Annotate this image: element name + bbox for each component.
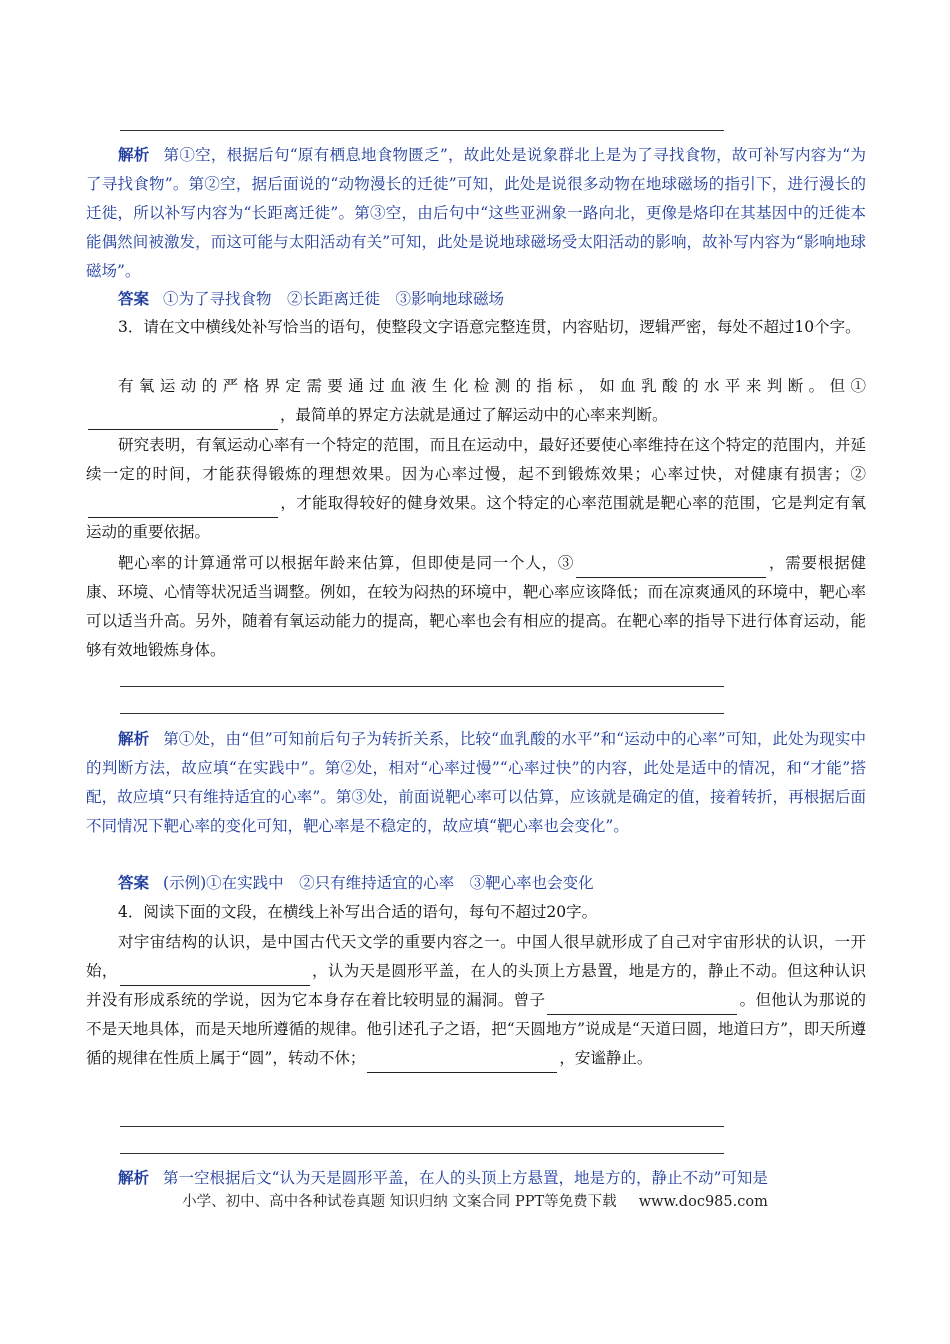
- q2-answer: [86, 284, 866, 314]
- answer-line: [120, 1153, 724, 1154]
- q3-analysis: [86, 724, 866, 869]
- answer-line: [120, 686, 724, 687]
- paragraph-text: 靶心率的计算通常可以根据年龄来估算，但即使是同一个人，③: [118, 554, 575, 572]
- paragraph-text: ，认为天是圆形平盖，在人的头顶上方悬置，地是方的，静止不动。但这种认识并没有形成系统的学说，因为它本身存在着比较明显的漏洞。曾子: [86, 962, 866, 1009]
- question-text: 3．请在文中横线处补写恰当的语句，使整段文字语意完整连贯，内容贴切，逻辑严密，每处不超过10个字。: [118, 318, 861, 336]
- q4-analysis: [86, 1163, 866, 1192]
- answer-label: 答案: [118, 289, 150, 308]
- paragraph-text: 研究表明，有氧运动心率有一个特定的范围，而且在运动中，最好还要使心率维持在这个特定的范围内，并延续一定的时间，才能获得锻炼的理想效果。因为心率过慢，起不到锻炼效果；心率过快，对健康有损害；②: [86, 436, 866, 483]
- answer-line: [120, 1126, 724, 1127]
- fill-blank-2[interactable]: [88, 501, 278, 518]
- q3-answer: [86, 868, 866, 898]
- fill-blank-2[interactable]: [547, 998, 737, 1015]
- analysis-text: 第①处，由“但”可知前后句子为转折关系，比较“血乳酸的水平”和“运动中的心率”可知，此处为现实中的判断方法，故应填“在实践中”。第②处，相对“心率过慢”“心率过快”的内容，此处是适中的情况，和“才能”搭配，故应填“只有维持适宜的心率”。第③处，前面说靶心率可以估算，应该就是确定的值，接着转折，再根据后面不同情况下靶心率的变化可知，靶心率是不稳定的，故应填“靶心率也会变化”。: [86, 730, 866, 835]
- q3-paragraph-3: [86, 549, 866, 665]
- fill-blank-3[interactable]: [576, 561, 766, 578]
- footer-text: 小学、初中、高中各种试卷真题 知识归纳 文案合同 PPT等免费下载: [182, 1194, 617, 1210]
- analysis-text: 第一空根据后文“认为天是圆形平盖，在人的头顶上方悬置，地是方的，静止不动”可知是: [163, 1169, 768, 1187]
- q4-paragraph: [86, 928, 866, 1104]
- answer-label: 答案: [118, 873, 150, 892]
- paragraph-text: 。但他认为那说的不是天地具体，而是天地所遵循的规律。他引述孔子之语，把“天圆地方”说成是“天道曰圆，地道曰方”，即天所遵循的规律在性质上属于“圆”，转动不休；: [86, 991, 866, 1067]
- fill-blank-3[interactable]: [367, 1056, 557, 1073]
- answer-text: ①为了寻找食物 ②长距离迁徙 ③影响地球磁场: [163, 290, 505, 308]
- analysis-text: 第①空，根据后句“原有栖息地食物匮乏”，故此处是说象群北上是为了寻找食物，故可补写内容为“为了寻找食物”。第②空，据后面说的“动物漫长的迁徙”可知，此处是说很多动物在地球磁场的指引下，进行漫长的迁徙，所以补写内容为“长距离迁徙”。第③空，由后句中“这些亚洲象一路向北，更像是烙印在其基因中的迁徙本能偶然间被激发，而这可能与太阳活动有关”可知，此处是说地球磁场受太阳活动的影响，故补写内容为“影响地球磁场”。: [86, 146, 866, 280]
- paragraph-text: ，最简单的界定方法就是通过了解运动中的心率来判断。: [280, 406, 668, 424]
- paragraph-text: ，才能取得较好的健身效果。这个特定的心率范围就是靶心率的范围，它是判定有氧运动的重要依据。: [86, 494, 866, 541]
- q3-question: [86, 313, 866, 342]
- answer-line: [120, 713, 724, 714]
- answer-line: [120, 130, 724, 131]
- analysis-label: 解析: [118, 729, 150, 748]
- fill-blank-1[interactable]: [88, 413, 278, 430]
- q4-question: [86, 898, 866, 927]
- question-text: 4．阅读下面的文段，在横线上补写出合适的语句，每句不超过20字。: [118, 903, 598, 921]
- paragraph-text: 有氧运动的严格界定需要通过血液生化检测的指标，如血乳酸的水平来判断。但①: [118, 377, 866, 395]
- answer-text: (示例)①在实践中 ②只有维持适宜的心率 ③靶心率也会变化: [163, 874, 594, 892]
- q3-paragraph-1: [86, 372, 866, 430]
- q2-analysis: [86, 140, 866, 285]
- analysis-label: 解析: [118, 145, 150, 164]
- paragraph-text: ，安谧静止。: [559, 1049, 653, 1067]
- fill-blank-1[interactable]: [120, 969, 310, 986]
- page-footer: [0, 1190, 950, 1211]
- q3-paragraph-2: [86, 431, 866, 547]
- footer-url[interactable]: www.doc985.com: [638, 1194, 768, 1210]
- paragraph-text: 对宇宙结构的认识，是中国古代天文学的重要内容之一。中国人很早就形成了自己对宇宙形状的认识，一开始，: [86, 933, 866, 980]
- analysis-label: 解析: [118, 1168, 150, 1187]
- paragraph-text: ，需要根据健康、环境、心情等状况适当调整。例如，在较为闷热的环境中，靶心率应该降低；而在凉爽通风的环境中，靶心率可以适当升高。另外，随着有氧运动能力的提高，靶心率也会有相应的提高。在靶心率的指导下进行体育运动，能够有效地锻炼身体。: [86, 554, 866, 659]
